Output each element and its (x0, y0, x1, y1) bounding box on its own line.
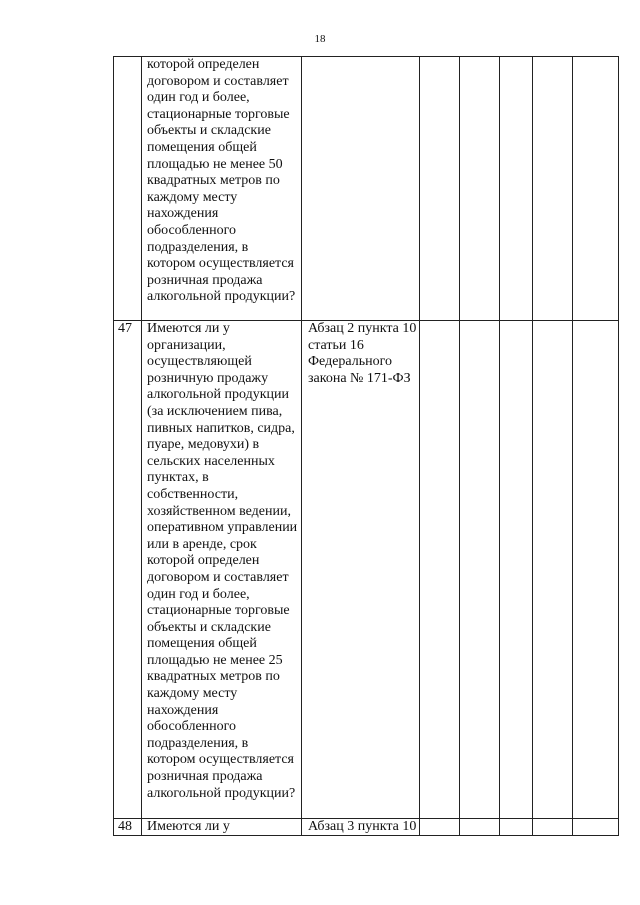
answer-cell (533, 819, 573, 836)
row-number: 48 (118, 819, 132, 834)
answer-cell (460, 321, 500, 819)
row-number-cell (114, 57, 142, 321)
table-row (114, 57, 619, 321)
reference-cell (302, 321, 420, 819)
answer-cell (573, 321, 619, 819)
question-cell (142, 57, 302, 321)
question-cell (142, 321, 302, 819)
question-text: которой определен договором и составляет один год и более, стационарные торговые объекты и складские помещения общей площадью не менее 50 квадратных метров по каждому месту нахождения обособленного подразделения, в котором осуществляется розничная продажа алкогольной продукции? (147, 57, 296, 305)
question-text: Имеются ли у организации, осуществляющей розничную продажу алкогольной продукции (за исключением пива, пивных напитков, сидра, пуаре, медовухи) в сельских населенных пунктах, в собственности, хозяйственном ведении, оперативном управлении или в аренде, срок которой определен договором и составляет один год и более, стационарные торговые объекты и складские помещения общей площадью не менее 25 квадратных метров по каждому месту нахождения обособленного подразделения, в котором осуществляется розничная продажа алкогольной продукции? (147, 321, 298, 801)
checklist-table (113, 56, 619, 836)
answer-cell (573, 819, 619, 836)
legal-reference: Абзац 3 пункта 10 (308, 819, 417, 834)
row-number: 47 (118, 321, 132, 336)
answer-cell (533, 57, 573, 321)
page-number: 18 (314, 33, 326, 45)
question-text: Имеются ли у (147, 819, 230, 834)
answer-cell (500, 321, 533, 819)
question-cell (142, 819, 302, 836)
answer-cell (420, 57, 460, 321)
table-row (114, 321, 619, 819)
reference-cell (302, 819, 420, 836)
answer-cell (500, 819, 533, 836)
answer-cell (573, 57, 619, 321)
row-number-cell (114, 819, 142, 836)
row-number-cell (114, 321, 142, 819)
answer-cell (460, 57, 500, 321)
legal-reference: Абзац 2 пункта 10 статьи 16 Федерального закона № 171-ФЗ (308, 321, 417, 386)
answer-cell (533, 321, 573, 819)
answer-cell (500, 57, 533, 321)
reference-cell (302, 57, 420, 321)
table-row (114, 819, 619, 836)
answer-cell (420, 819, 460, 836)
answer-cell (460, 819, 500, 836)
answer-cell (420, 321, 460, 819)
